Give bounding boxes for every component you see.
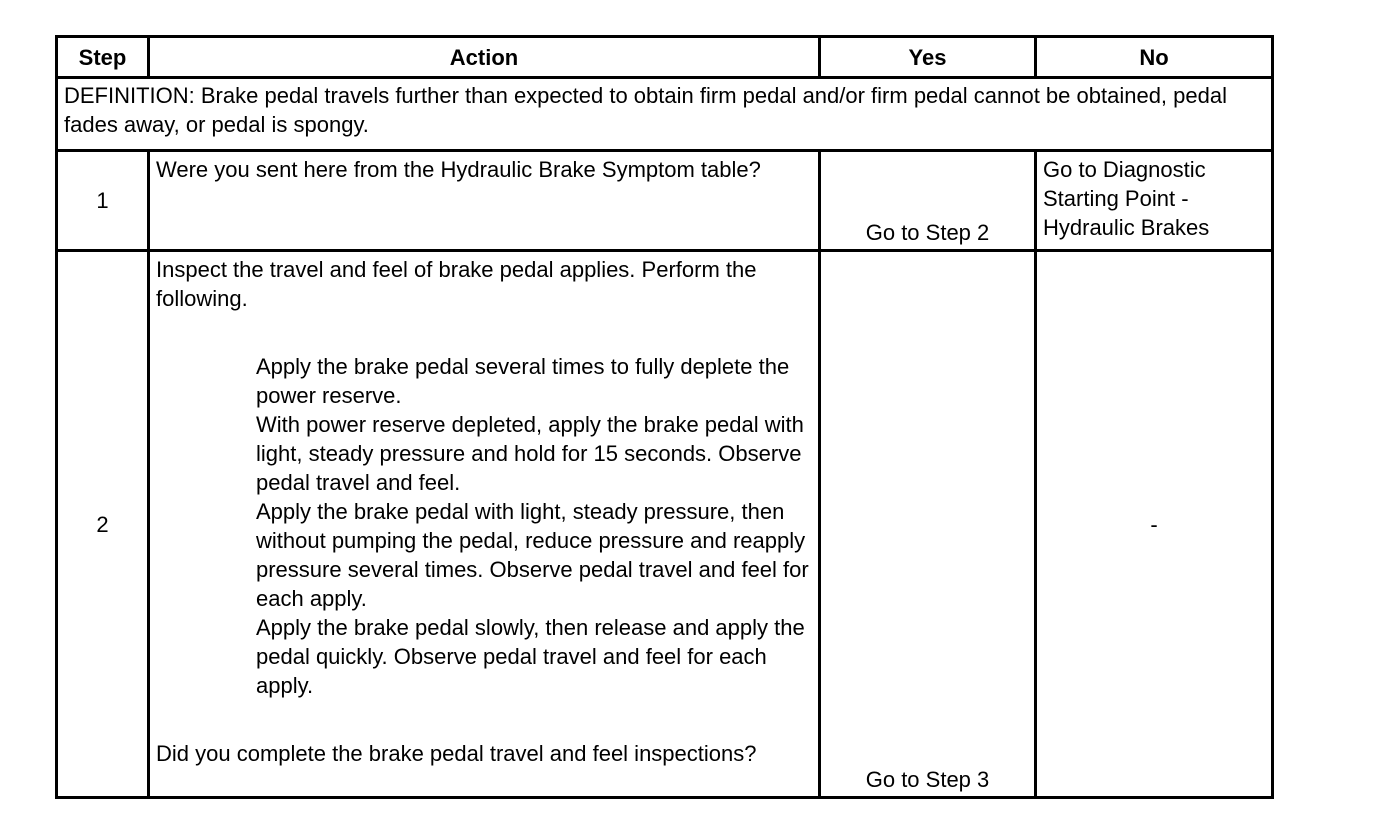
action-list-item: Apply the brake pedal slowly, then release and apply the pedal quickly. Observe pedal travel and feel for each apply.	[256, 615, 805, 698]
header-yes: Yes	[820, 37, 1036, 78]
header-action: Action	[149, 37, 820, 78]
table-row	[57, 151, 1273, 251]
step-number: 2	[57, 251, 149, 798]
action-list-item: Apply the brake pedal several times to fully deplete the power reserve.	[256, 354, 790, 408]
diagnostic-table	[55, 35, 1274, 799]
definition-row	[57, 78, 1273, 151]
definition-text: DEFINITION: Brake pedal travels further than expected to obtain firm pedal and/or firm pedal cannot be obtained, pedal fades away, or pedal is spongy.	[57, 78, 1273, 151]
step-action: Were you sent here from the Hydraulic Brake Symptom table?	[149, 151, 820, 251]
table-row	[57, 251, 1273, 798]
action-list-item: Apply the brake pedal with light, steady pressure, then without pumping the pedal, reduce pressure and reapply pressure several times. Observe pedal travel and feel for each apply.	[256, 499, 809, 611]
step-yes-result: Go to Step 2	[820, 151, 1036, 251]
step-yes-result: Go to Step 3	[820, 251, 1036, 798]
step-number: 1	[57, 151, 149, 251]
header-no: No	[1036, 37, 1273, 78]
step-action	[149, 251, 820, 798]
step-no-result: -	[1036, 251, 1273, 798]
action-list	[256, 352, 812, 700]
action-intro: Inspect the travel and feel of brake pedal applies. Perform the following.	[156, 257, 757, 311]
step-no-result: Go to Diagnostic Starting Point - Hydraulic Brakes	[1036, 151, 1273, 251]
action-list-item: With power reserve depleted, apply the brake pedal with light, steady pressure and hold for 15 seconds. Observe pedal travel and feel.	[256, 412, 804, 495]
table-header-row	[57, 37, 1273, 78]
action-question: Did you complete the brake pedal travel and feel inspections?	[156, 741, 757, 766]
header-step: Step	[57, 37, 149, 78]
